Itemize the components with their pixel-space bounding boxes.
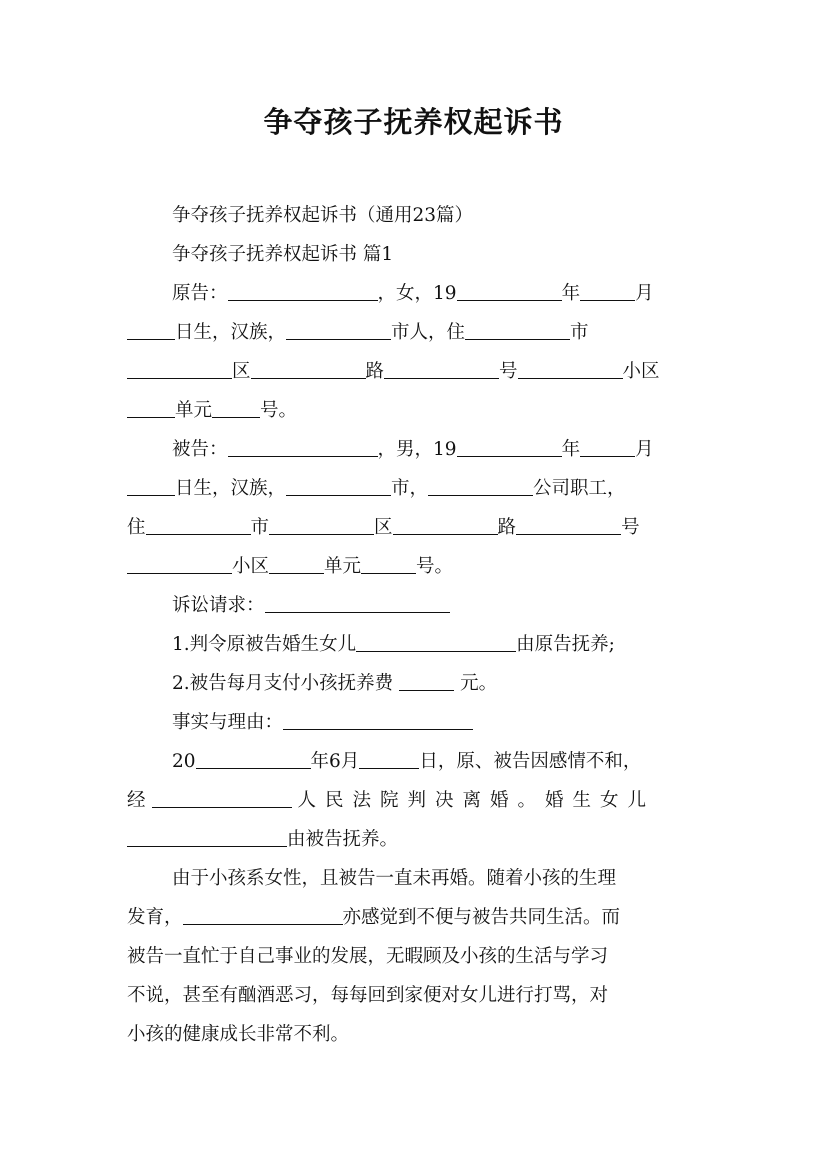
- defendant-company-label: 公司职工，: [533, 478, 626, 499]
- plaintiff-day-blank[interactable]: [127, 313, 175, 340]
- plaintiff-year-label: 年: [561, 283, 581, 304]
- defendant-city-label: 市: [250, 517, 270, 538]
- facts-label: 事实与理由：: [172, 712, 284, 733]
- defendant-community-label: 小区: [232, 556, 270, 577]
- defendant-line-3: [127, 508, 700, 547]
- claim-daughter-name-blank[interactable]: [356, 625, 516, 652]
- plaintiff-gender: ，女，19: [377, 283, 457, 304]
- facts-court-blank[interactable]: [152, 781, 292, 808]
- facts-day-blank[interactable]: [359, 742, 419, 769]
- plaintiff-room-blank[interactable]: [212, 391, 260, 418]
- facts-p2-blank[interactable]: [183, 898, 343, 925]
- plaintiff-room-end: 号。: [260, 400, 298, 421]
- plaintiff-line-2: [127, 313, 700, 352]
- plaintiff-road-label: 路: [365, 361, 385, 382]
- claims-label: 诉讼请求：: [172, 595, 265, 616]
- defendant-district-blank[interactable]: [269, 508, 374, 535]
- defendant-number-blank[interactable]: [516, 508, 621, 535]
- facts-p1-line-1: [127, 742, 700, 781]
- plaintiff-city-label: 市: [570, 322, 589, 343]
- facts-p2-line-1: 由于小孩系女性，且被告一直未再婚。随着小孩的生理: [172, 868, 617, 889]
- plaintiff-month-label: 月: [635, 283, 654, 304]
- facts-p2-line-5: 小孩的健康成长非常不利。: [127, 1024, 350, 1045]
- defendant-number-label: 号: [621, 517, 640, 538]
- claim-item-1: [127, 625, 700, 664]
- plaintiff-month-blank[interactable]: [580, 274, 635, 301]
- defendant-live-label: 住: [127, 517, 146, 538]
- facts-daughter-blank[interactable]: [127, 820, 287, 847]
- defendant-unit-blank[interactable]: [269, 547, 324, 574]
- plaintiff-number-blank[interactable]: [384, 352, 499, 379]
- claims-blank[interactable]: [265, 586, 450, 613]
- document-title: 争夺孩子抚养权起诉书: [263, 105, 564, 139]
- facts-year-prefix: 20: [172, 751, 196, 772]
- facts-custody-text: 由被告抚养。: [287, 829, 399, 850]
- plaintiff-line-3: [127, 352, 700, 391]
- defendant-year-label: 年: [561, 439, 581, 460]
- facts-court-text: 人民法院判决离婚。婚生女儿: [297, 790, 656, 811]
- plaintiff-district-blank[interactable]: [127, 352, 232, 379]
- facts-p2-line-4: 不说，甚至有酗酒恶习，每每回到家便对女儿进行打骂，对: [127, 985, 609, 1006]
- defendant-line-1: [127, 430, 700, 469]
- defendant-company-blank[interactable]: [428, 469, 533, 496]
- plaintiff-number-label: 号: [499, 361, 518, 382]
- claim-item-2-suffix: 元。: [460, 673, 498, 694]
- plaintiff-year-blank[interactable]: [457, 274, 562, 301]
- facts-p2-text: 亦感觉到不便与被告共同生活。而: [342, 907, 621, 928]
- facts-p2-development: 发育，: [127, 907, 183, 928]
- plaintiff-district-label: 区: [232, 361, 251, 382]
- defendant-room-blank[interactable]: [361, 547, 416, 574]
- defendant-day-blank[interactable]: [127, 469, 175, 496]
- facts-p1-text: 日，原、被告因感情不和，: [419, 751, 642, 772]
- plaintiff-label: 原告：: [172, 283, 228, 304]
- defendant-label: 被告：: [172, 439, 228, 460]
- claim-item-2-prefix: 2.被告每月支付小孩抚养费: [172, 673, 394, 694]
- plaintiff-city-people: 市人，住: [391, 322, 466, 343]
- defendant-city-comma: 市，: [391, 478, 429, 499]
- facts-p1-line-2: [127, 781, 700, 820]
- plaintiff-community-label: 小区: [622, 361, 660, 382]
- plaintiff-line-4: [127, 391, 700, 430]
- defendant-gender: ，男，19: [377, 439, 457, 460]
- plaintiff-name-blank[interactable]: [228, 274, 378, 301]
- defendant-road-label: 路: [497, 517, 517, 538]
- facts-p1-line-3: [127, 820, 700, 859]
- defendant-city-blank[interactable]: [286, 469, 391, 496]
- defendant-month-label: 月: [635, 439, 654, 460]
- facts-p2-line-2: [127, 898, 700, 937]
- document-body: [127, 196, 700, 1054]
- defendant-month-blank[interactable]: [580, 430, 635, 457]
- plaintiff-day-label: 日生，汉族，: [175, 322, 287, 343]
- claims-line: [127, 586, 700, 625]
- plaintiff-line-1: [127, 274, 700, 313]
- facts-via-label: 经: [127, 790, 146, 811]
- defendant-district-label: 区: [374, 517, 393, 538]
- defendant-year-blank[interactable]: [457, 430, 562, 457]
- facts-month-label: 年6月: [310, 751, 360, 772]
- defendant-name-blank[interactable]: [228, 430, 378, 457]
- defendant-unit-label: 单元: [324, 556, 362, 577]
- defendant-community-blank[interactable]: [127, 547, 232, 574]
- plaintiff-road-blank[interactable]: [251, 352, 366, 379]
- defendant-day-label: 日生，汉族，: [175, 478, 287, 499]
- plaintiff-unit-blank[interactable]: [127, 391, 175, 418]
- plaintiff-residence-city-blank[interactable]: [465, 313, 570, 340]
- facts-year-blank[interactable]: [196, 742, 311, 769]
- facts-line: [127, 703, 700, 742]
- plaintiff-hometown-blank[interactable]: [286, 313, 391, 340]
- defendant-line-4: [127, 547, 700, 586]
- document-heading: 争夺孩子抚养权起诉书（通用23篇）: [172, 205, 474, 226]
- defendant-residence-city-blank[interactable]: [146, 508, 251, 535]
- facts-p2-line-3: 被告一直忙于自己事业的发展，无暇顾及小孩的生活与学习: [127, 946, 609, 967]
- section-heading: 争夺孩子抚养权起诉书 篇1: [172, 244, 394, 265]
- claim-item-2: [127, 664, 700, 703]
- facts-blank[interactable]: [283, 703, 473, 730]
- claim-amount-blank[interactable]: [399, 664, 454, 691]
- plaintiff-community-blank[interactable]: [518, 352, 623, 379]
- defendant-line-2: [127, 469, 700, 508]
- claim-item-1-suffix: 由原告抚养;: [516, 634, 615, 655]
- defendant-road-blank[interactable]: [393, 508, 498, 535]
- claim-item-1-prefix: 1.判令原被告婚生女儿: [172, 634, 357, 655]
- defendant-room-end: 号。: [416, 556, 454, 577]
- plaintiff-unit-label: 单元: [175, 400, 213, 421]
